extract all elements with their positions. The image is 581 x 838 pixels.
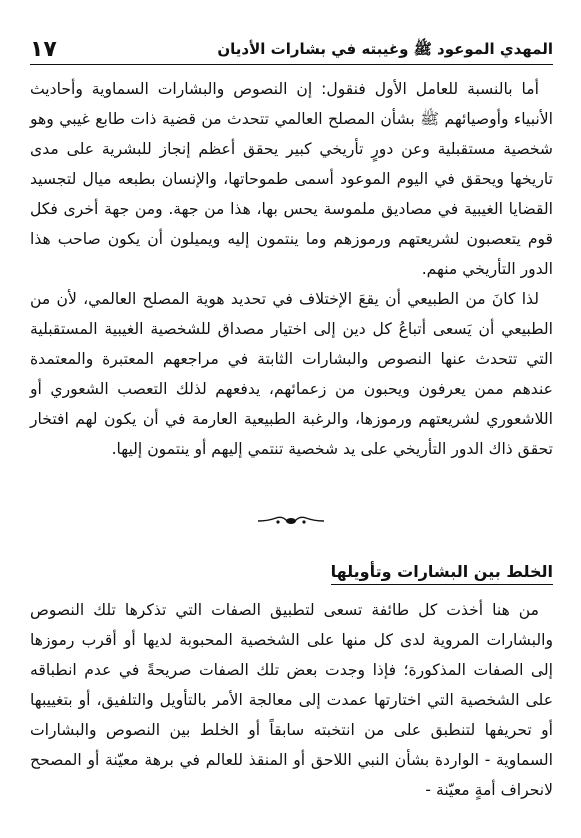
section-heading-text: الخلط بين البشارات وتأويلها — [331, 562, 553, 585]
section-text — [30, 595, 553, 805]
header-rule — [30, 64, 553, 65]
running-header — [30, 30, 553, 62]
section-heading — [30, 562, 553, 585]
decorative-divider-icon — [0, 512, 581, 530]
page-number: ١٧ — [30, 37, 57, 62]
paragraph-2: لذا كانَ من الطبيعي أن يقعَ الإختلاف في تحديد هوية المصلح العالمي، لأن من الطبيعي أن يَسعى أتباعُ كل دين إلى اختيار مصداق للشخصية الغيبية المستقبلية التي تتحدث عنها النصوص والبشارات الثابتة في مراجعهم المعتبرة والمعتمدة عندهم ممن يعرفون ويحبون من زعمائهم، يدفعهم لذلك التعصب الشعوري أو اللاشعوري لشريعتهم ورموزها، والرغبة الطبيعية العارمة في أن يكون لهم افتخار تحقق ذاك الدور التأريخي على يد شخصية تنتمي إليهم أو ينتمون إليها. — [30, 290, 553, 458]
paragraph-3: من هنا أخذت كل طائفة تسعى لتطبيق الصفات التي تذكرها تلك النصوص والبشارات المروية لدى كل منها على الشخصية المحبوبة لديها أو أقرب رموزها إلى الصفات المذكورة؛ فإذا وجدت بعض تلك الصفات صريحةً في عدم انطباقه على الشخصية التي اختارتها عمدت إلى معالجة الأمر بالتأويل والتلفيق، أو بتغييبها أو تحريفها لتنطبق على من انتخبته سابقاً أو الخلط بين النصوص والبشارات السماوية - الواردة بشأن النبي اللاحق أو المنقذ للعالم في برهة معيّنة أو المصحح لانحراف أمةٍ معيّنة - — [30, 601, 553, 799]
paragraph-1: أما بالنسبة للعامل الأول فنقول: إن النصوص والبشارات السماوية وأحاديث الأنبياء وأوصيائهم ﷺ بشأن المصلح العالمي تتحدث من قضية ذات طابع غيبي وهو شخصية مستقبلية وعن دورٍ تأريخي كبير يحقق أعظم إنجاز للبشرية على مدى تاريخها ويحقق في اليوم الموعود أسمى طموحاتها، والإنسان بطبعه ميال لتجسيد القضايا الغيبية في مصاديق ملموسة يحس بها، هذا من جهة. ومن جهة أخرى فكل قوم يتعصبون لشريعتهم ورموزهم وما ينتمون إليه ويميلون أن يكون صاحب هذا الدور التأريخي منهم. — [30, 80, 553, 278]
running-title: المهدي الموعود ﷺ وغيبته في بشارات الأديان — [217, 40, 553, 58]
main-text — [30, 74, 553, 464]
